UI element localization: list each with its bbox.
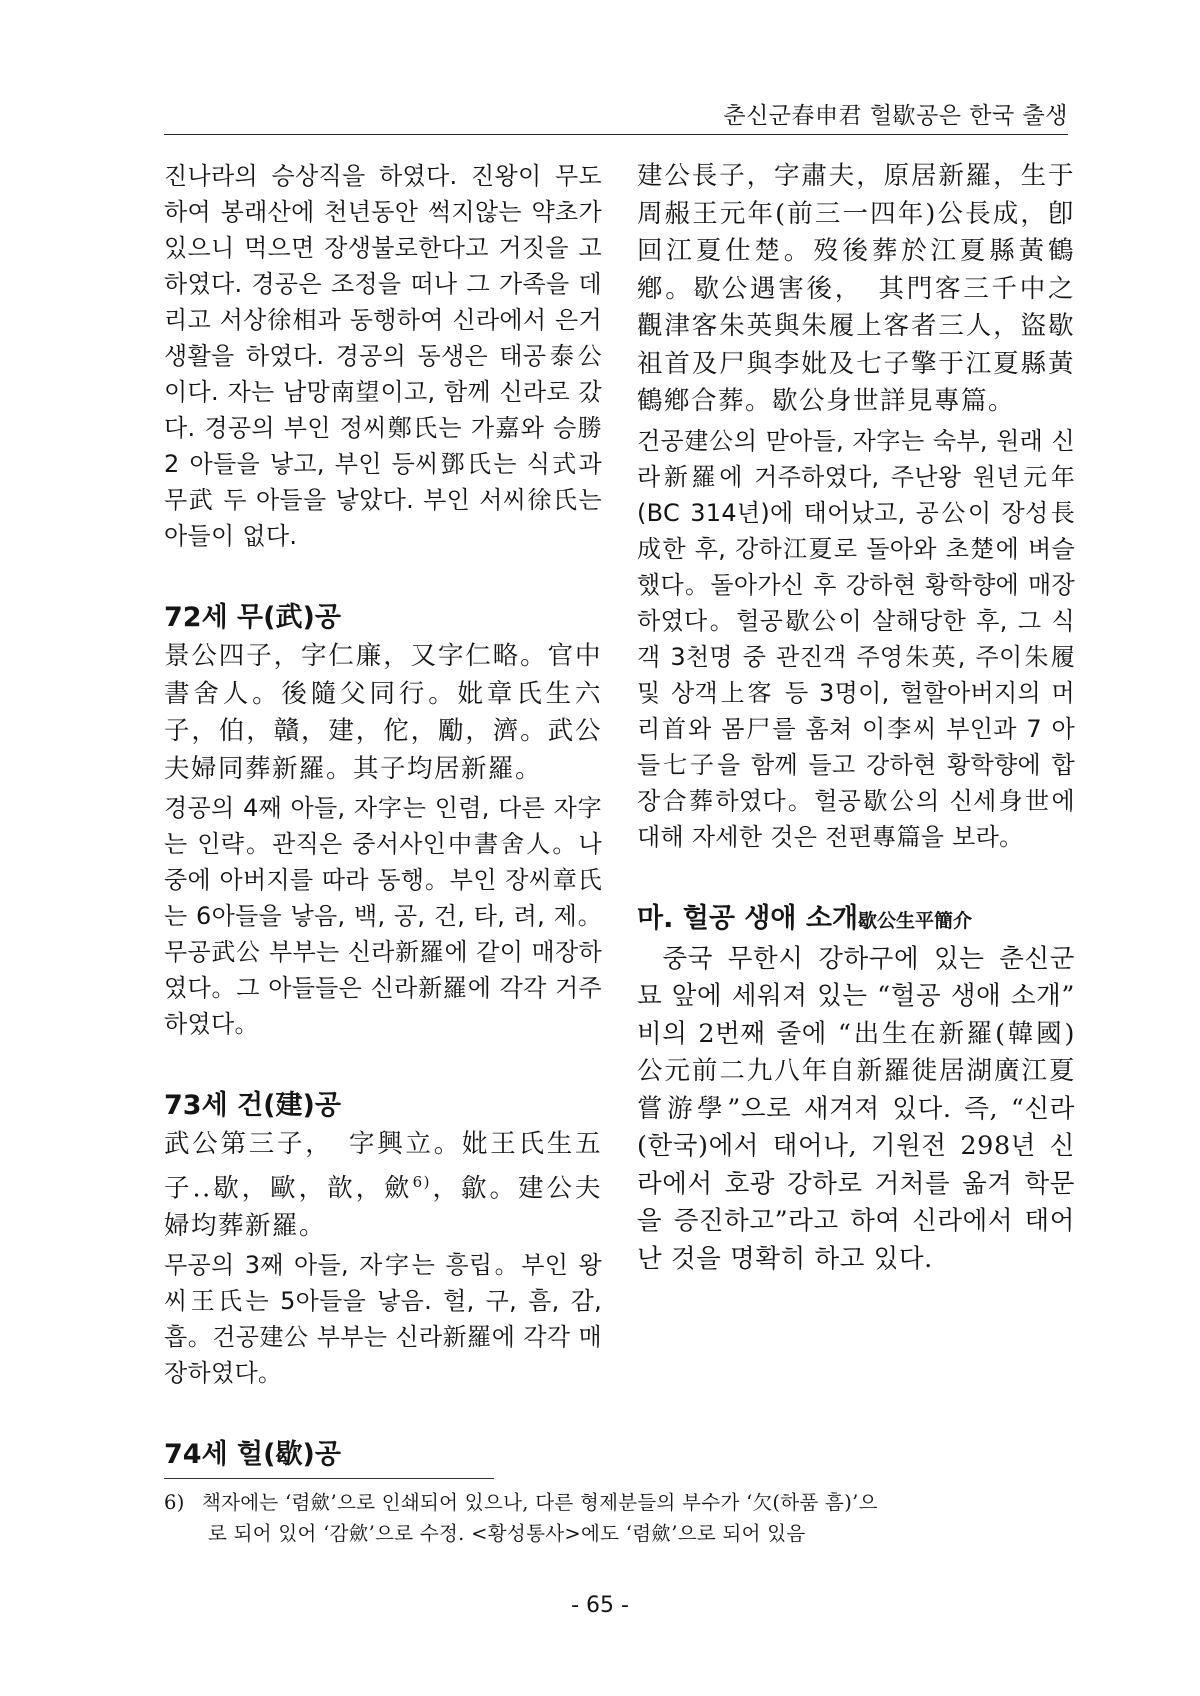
gen74-hanja-text: 建公長子，字肅夫，原居新羅，生于周赧王元年(前三一四年)公長成，卽回江夏仕楚。歿後葬於江夏縣黃鶴鄕。歇公遇害後， 其門客三千中之觀津客朱英與朱履上客者三人，盜歇祖首及尸與李妣及七子擎于江夏縣黃鶴鄕合葬。歇公身世詳見專篇。 — [637, 161, 1075, 416]
section-heading-main: 마. 헐공 생애 소개 — [637, 902, 859, 934]
gen74-korean-text: 건공建公의 맏아들, 자字는 숙부, 원래 신라新羅에 거주하였다, 주난왕 원년元年(BC 314년)에 태어났고, 공公이 장성長成한 후, 강하江夏로 돌아와 초楚에 벼슬했다。돌아가신 후 강하현 황학향에 매장하였다。헐공歇公이 살해당한 후, 그 식객 3천명 중 관진객 주영朱英, 주이朱履 및 상객上客 등 3명이, 헐할아버지의 머리首와 몸尸를 훔쳐 이李씨 부인과 7 아들七子을 함께 들고 강하현 황학향에 합장合葬하였다。헐공歇公의 신세身世에 대해 자세한 것은 전편專篇을 보라。 — [637, 426, 1075, 851]
section-heading-hanja: 歇公生平簡介 — [858, 909, 973, 932]
gen73-hanja-text — [164, 1126, 602, 1245]
gen72-hanja-text: 景公四子，字仁廉，又字仁略。官中書舍人。後隨父同行。妣章氏生六子，伯，贛，建，佗，勵，濟。武公夫婦同葬新羅。其子均居新羅。 — [164, 641, 602, 784]
footnote-marker: 6) — [164, 1491, 185, 1514]
gen74-heading: 74세 헐(歇)공 — [164, 1439, 341, 1470]
running-header — [164, 92, 1068, 135]
section-body: 중국 무한시 강하구에 있는 춘신군 묘 앞에 세워져 있는 “헐공 생애 소개” 비의 2번째 줄에 “出生在新羅(韓國) 公元前二九八年自新羅徙居湖廣江夏嘗游學”으로 새겨져 있다. 즉, “신라(한국)에서 태어나, 기원전 298년 신라에서 호광 강하로 거처를 옮겨 학문을 증진하고”라고 하여 신라에서 태어난 것을 명확히 하고 있다. — [637, 943, 1075, 1274]
left-column — [164, 158, 602, 1475]
section-heading — [637, 899, 1075, 941]
gen73-hanja-part1: 武公第三子， 字興立。妣王氏生五子..歇，歐，歆，歛 — [164, 1129, 602, 1203]
gen73-korean-text: 무공의 3째 아들, 자字는 흥립。부인 왕씨王氏는 5아들을 낳음. 헐, 구, 흠, 감, 흡。건공建公 부부는 신라新羅에 각각 매장하였다。 — [164, 1251, 602, 1387]
gen73-hanja-part2: ，歙。建公夫婦均葬新羅。 — [164, 1173, 602, 1241]
page-number: - 65 - — [571, 1593, 629, 1618]
running-title: 춘신군春申君 헐歇공은 한국 출생 — [723, 102, 1068, 129]
gen73-heading: 73세 건(建)공 — [164, 1090, 341, 1121]
footnote-ref: 6) — [412, 1172, 432, 1191]
right-column — [637, 158, 1075, 1278]
gen72-heading: 72세 무(武)공 — [164, 602, 341, 633]
gen72-korean-text: 경공의 4째 아들, 자字는 인렴, 다른 자字는 인략。관직은 중서사인中書舍人。나중에 아버지를 따라 동행。부인 장씨章氏는 6아들을 낳음, 백, 공, 건, 타, 려, 제。무공武公 부부는 신라新羅에 같이 매장하였다。그 아들들은 신라新羅에 각각 거주하였다。 — [164, 794, 602, 1038]
intro-paragraph: 진나라의 승상직을 하였다. 진왕이 무도하여 봉래산에 천년동안 썩지않는 약초가 있으니 먹으면 장생불로한다고 거짓을 고하였다. 경공은 조정을 떠나 그 가족을 데리고 서상徐相과 동행하여 신라에서 은거생활을 하였다. 경공의 동생은 태공泰公이다. 자는 남망南望이고, 함께 신라로 갔다. 경공의 부인 정씨鄭氏는 가嘉와 승勝 2 아들을 낳고, 부인 등씨鄧氏는 식式과 무武 두 아들을 낳았다. 부인 서씨徐氏는 아들이 없다. — [164, 162, 602, 550]
footnote-line1: 책자에는 ‘렴歛’으로 인쇄되어 있으나, 다른 형제분들의 부수가 ‘欠(하품 흠)’으 — [202, 1491, 878, 1514]
footnote — [164, 1487, 1068, 1549]
footnote-divider — [164, 1478, 494, 1479]
footnote-line2: 로 되어 있어 ‘감歛’으로 수정. <황성통사>에도 ‘렴歛’으로 되어 있음 — [208, 1522, 806, 1545]
